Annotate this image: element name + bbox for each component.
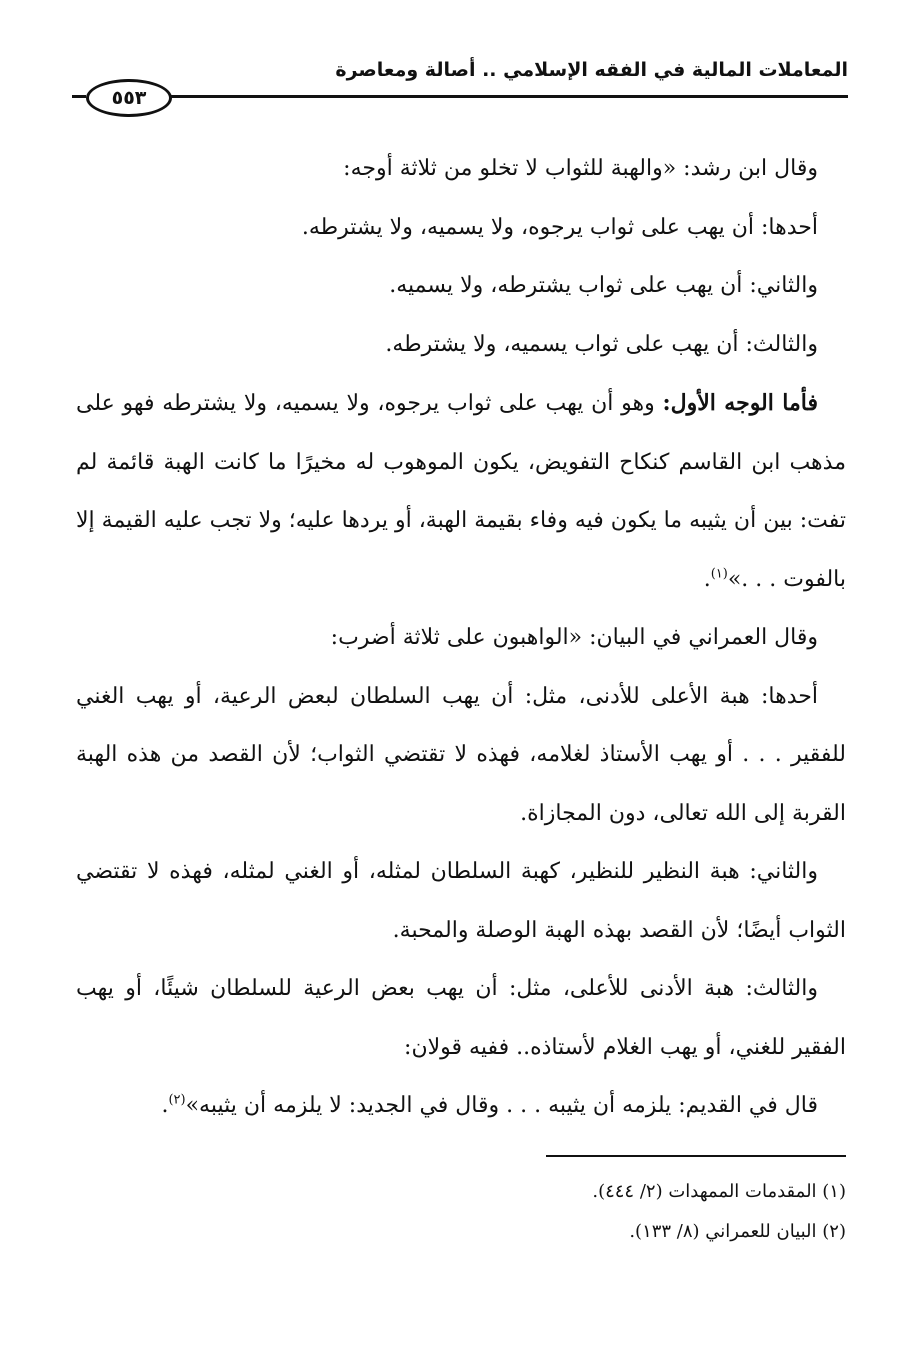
paragraph-lower-to-higher: والثالث: هبة الأدنى للأعلى، مثل: أن يهب بعض الرعية للسلطان شيئًا، أو يهب الفقير للغني، أو يهب الغلام لأستاذه.. ففيه قولان: <box>76 976 846 1060</box>
paragraph-lead: فأما الوجه الأول: <box>662 390 818 416</box>
paragraph-third-case: والثالث: أن يهب على ثواب يسميه، ولا يشترطه. <box>385 331 818 357</box>
paragraph-first-case: أحدها: أن يهب على ثواب يرجوه، ولا يسميه، ولا يشترطه. <box>301 214 818 240</box>
paragraph-imrani-intro: وقال العمراني في البيان: «الواهبون على ثلاثة أضرب: <box>330 625 818 650</box>
paragraph-first-aspect: فأما الوجه الأول: وهو أن يهب على ثواب يرجوه، ولا يسميه، ولا يشترطه فهو على مذهب ابن القاسم كنكاح التفويض، يكون الموهوب له مخيرًا ما كانت الهبة قائمة لم تفت: بين أن يثيبه ما يكون فيه وفاء بقيمة الهبة، أو يردها عليه؛ ولا تجب عليه القيمة إلا بالفوت . . .»$^{(١)}$. <box>76 390 846 592</box>
paragraph-higher-to-lower: أحدها: هبة الأعلى للأدنى، مثل: أن يهب السلطان لبعض الرعية، أو يهب الغني للفقير . . . أو يهب الأستاذ لغلامه، فهذه لا تقتضي الثواب؛ لأن القصد من هذه الهبة القربة إلى الله تعالى، دون المجازاة. <box>76 683 846 826</box>
footnote-marker: (١) <box>710 566 728 582</box>
header-rule <box>168 95 848 98</box>
footnotes <box>76 1172 846 1252</box>
paragraph-two-opinions: قال في القديم: يلزمه أن يثيبه . . . وقال في الجديد: لا يلزمه أن يثيبه»$^{(٢)}$. <box>161 1092 818 1118</box>
book-title: المعاملات المالية في الفقه الإسلامي .. أصالة ومعاصرة <box>335 59 848 81</box>
paragraph-second-case: والثاني: أن يهب على ثواب يشترطه، ولا يسميه. <box>389 273 818 298</box>
paragraph-ibn-rushd-intro: وقال ابن رشد: «والهبة للثواب لا تخلو من ثلاثة أوجه: <box>343 156 818 181</box>
footnote-marker: (٢) <box>168 1092 186 1108</box>
footnote-2: (٢) البيان للعمراني (٨/ ١٣٣). <box>629 1221 846 1242</box>
paragraph-peer-to-peer: والثاني: هبة النظير للنظير، كهبة السلطان لمثله، أو الغني لمثله، فهذه لا تقتضي الثواب أيضًا؛ لأن القصد بهذه الهبة الوصلة والمحبة. <box>76 859 846 943</box>
page-number: ٥٥٣ <box>86 79 172 117</box>
main-text <box>76 140 846 1136</box>
footnote-separator <box>546 1155 846 1157</box>
header-rule-end <box>72 95 86 98</box>
footnote-1: (١) المقدمات الممهدات (٢/ ٤٤٤). <box>592 1181 846 1202</box>
running-header <box>72 55 848 109</box>
